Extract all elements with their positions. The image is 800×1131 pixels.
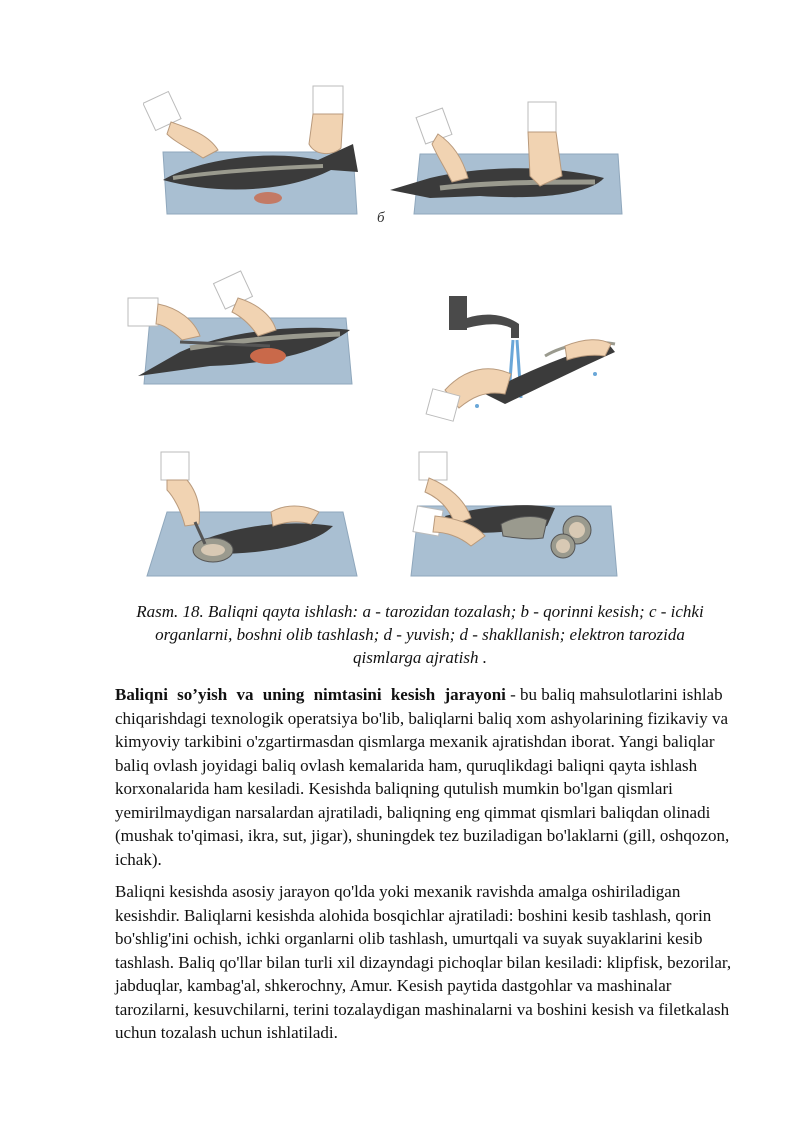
figure-panel-scaling xyxy=(143,82,361,218)
figure-marker-letter: б xyxy=(377,210,385,226)
figure-panel-portioning xyxy=(143,446,361,580)
figure-panel-pieces xyxy=(405,446,625,580)
paragraph-1-text: - bu baliq mahsulotlarini ishlab chiqarishdagi texnologik operatsiya bo'lib, baliqlarni baliq xom ashyolarining fizikaviy va kimyoviy tarkibini o'zgartirmasdan qismlarga mexanik ajratishdan iborat. Yangi baliqlar baliq ovlash joyidagi baliq ovlash kemalarida ham, quruqlikdagi baliqni qayta ishlash korxonalarida ham kesiladi. Kesishda baliqning qutulish mumkin bo'lgan qismlari yemirilmaydigan narsalardan ajratiladi, baliqning eng qimmat qismlari baliqdan olinadi (mushak to'qimasi, ikra, sut, jigar), shuningdek tez buziladigan bo'laklarni (gill, oshqozon, ichak). xyxy=(115,685,730,869)
figure-panel-organ-removal xyxy=(120,268,356,390)
paragraph-1 xyxy=(115,683,743,871)
paragraph-lead: Baliqni so’yish va uning nimtasini kesish jarayoni xyxy=(115,685,506,704)
figure-caption: Rasm. 18. Baliqni qayta ishlash: a - tarozidan tozalash; b - qorinni kesish; c - ichki organlarni, boshni olib tashlash; d - yuvish; d - shakllanish; elektron tarozida qismlarga ajratish . xyxy=(136,602,704,667)
figure-panel-belly-cut xyxy=(390,82,626,218)
figure-panel-washing xyxy=(425,294,625,422)
paragraph-2 xyxy=(115,880,743,1045)
paragraph-2-text: Baliqni kesishda asosiy jarayon qo'lda yoki mexanik ravishda amalga oshiriladigan kesishdir. Baliqlarni kesishda alohida bosqichlar ajratiladi: boshini kesib tashlash, qorin bo'shlig'ini ochish, ichki organlarni olib tashlash, umurtqali va suyak suyaklarini kesib tashlash. Baliq qo'llar bilan turli xil dizayndagi pichoqlar bilan kesiladi: klipfisk, bezorilar, jabduqlar, kambag'al, shkerochny, Amur. Kesish paytida dastgohlar va mashinalar tarozilarni, kesuvchilarni, terini tozalaydigan mashinalarni va boshini kesish va filetkalash uchun tozalash uchun ishlatiladi. xyxy=(115,882,732,1042)
